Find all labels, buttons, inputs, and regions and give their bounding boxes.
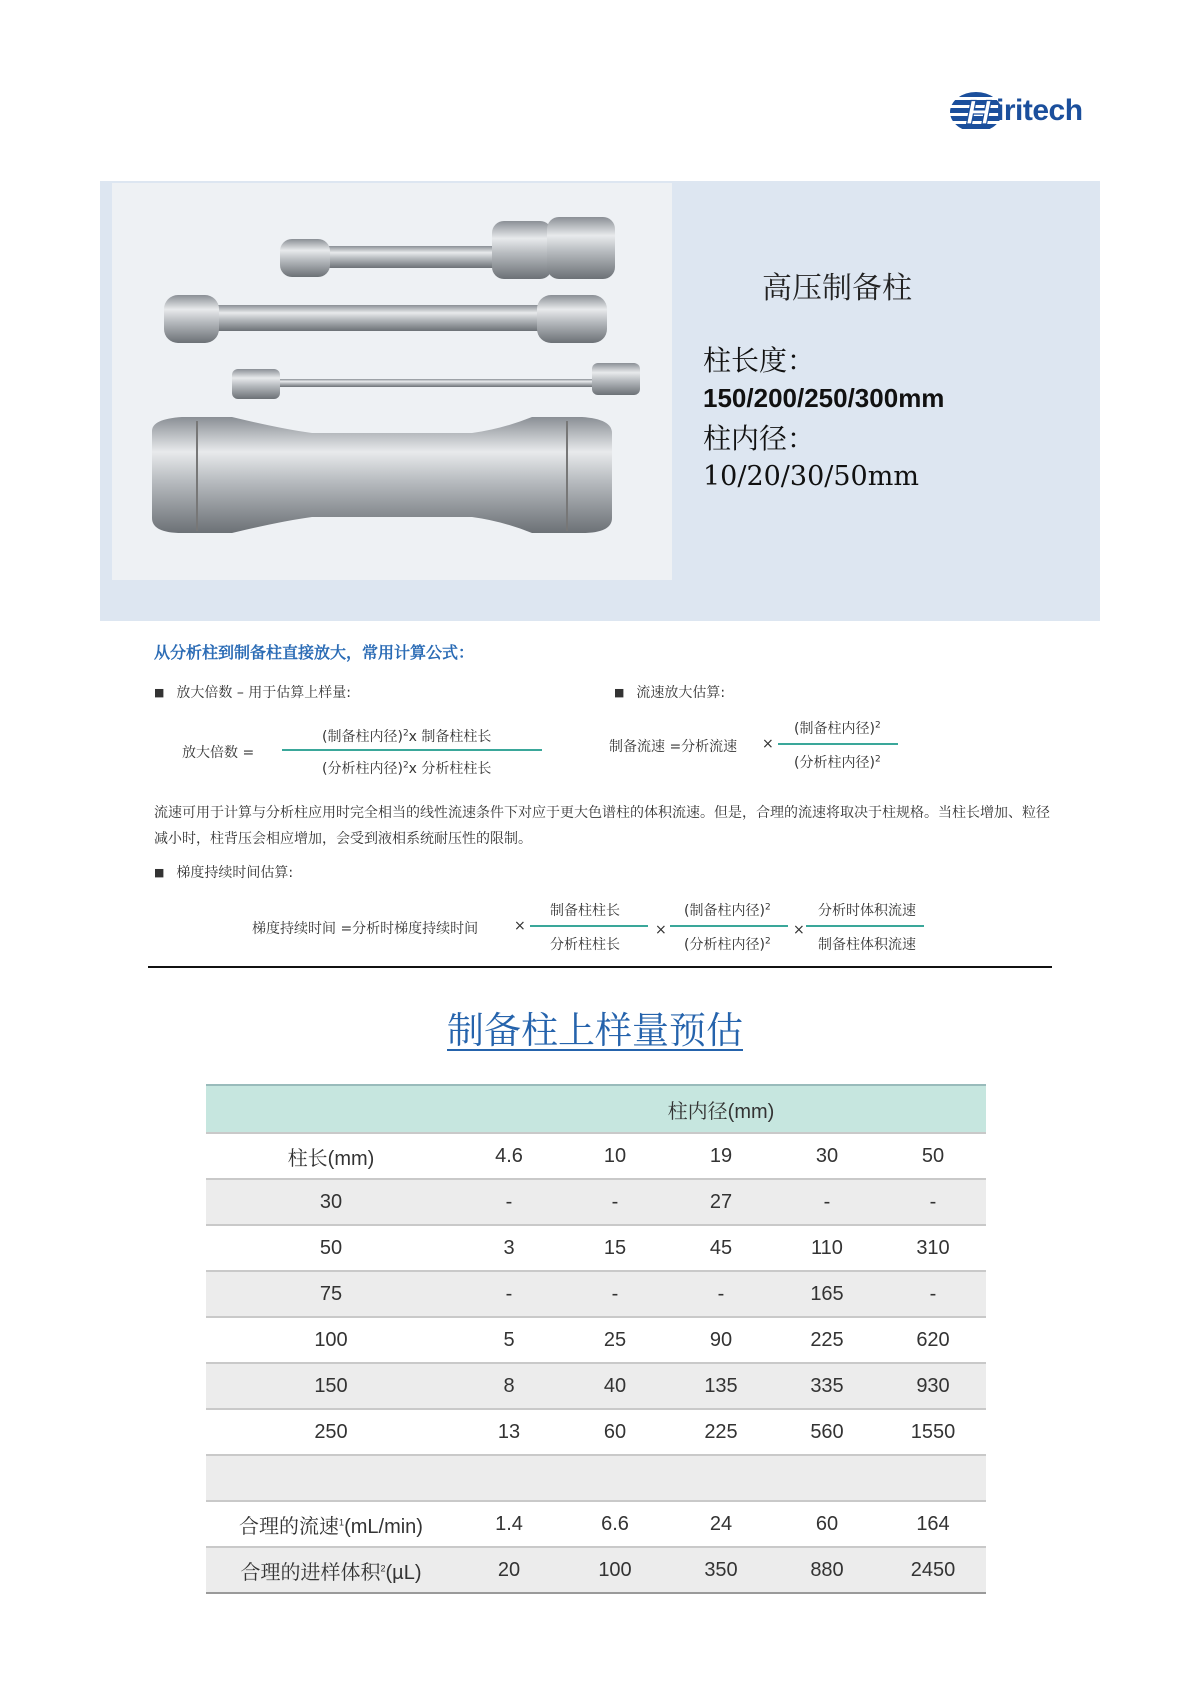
gradient-f3-denominator: 制备柱体积流速 — [818, 937, 916, 953]
flow-times: × — [762, 736, 774, 752]
value-cell: 225 — [810, 1328, 844, 1351]
scale-factor-denominator: (分析柱内径)$^2$x 分析柱柱长 — [322, 760, 492, 777]
value-cell: 25 — [603, 1328, 627, 1351]
section-divider — [148, 966, 1052, 968]
columns-photo — [112, 183, 672, 580]
value-cell: - — [456, 1179, 562, 1225]
gradient-times-3: × — [793, 922, 805, 938]
loading-estimate-table — [206, 1084, 986, 1594]
scale-factor-bar — [282, 749, 542, 751]
value-cell: 225 — [704, 1420, 738, 1443]
length-cell: 50 — [319, 1236, 343, 1259]
value-cell: 15 — [603, 1236, 627, 1259]
injection-volume-label: 合理的进样体积$^2$(µL) — [206, 1547, 456, 1593]
gradient-f1-numerator: 制备柱柱长 — [550, 903, 620, 919]
value-cell: 2450 — [880, 1547, 986, 1593]
scale-factor-lhs: 放大倍数 = — [182, 745, 255, 761]
gradient-f3-numerator: 分析时体积流速 — [818, 903, 916, 919]
value-cell: - — [880, 1179, 986, 1225]
steel-columns-image — [112, 183, 672, 580]
gradient-times-1: × — [514, 918, 526, 934]
brand-logo — [948, 86, 1108, 138]
value-cell: 880 — [774, 1547, 880, 1593]
scale-factor-numerator: (制备柱内径)$^2$x 制备柱柱长 — [322, 728, 492, 745]
value-cell: 60 — [603, 1420, 627, 1443]
value-cell: 930 — [880, 1363, 986, 1409]
value-cell: 310 — [916, 1236, 950, 1259]
table-header-row — [206, 1133, 986, 1179]
value-cell: 350 — [668, 1547, 774, 1593]
diameter-header: 4.6 — [495, 1144, 523, 1167]
value-cell: - — [668, 1271, 774, 1317]
value-cell: 1550 — [910, 1420, 956, 1443]
value-cell: 335 — [774, 1363, 880, 1409]
value-cell: 560 — [810, 1420, 844, 1443]
svg-text:H: H — [966, 94, 991, 132]
flow-explanation: 流速可用于计算与分析柱应用时完全相当的线性流速条件下对应于更大色谱柱的体积流速。但是，合理的流速将取决于柱规格。当柱长增加、粒径减小时，柱背压会相应增加，会受到液相系统耐压性的限制。 — [154, 805, 1050, 847]
scale-factor-bullet: ■ 放大倍数 – 用于估算上样量: — [154, 682, 351, 702]
gradient-f2-bar — [670, 925, 788, 927]
gradient-f3-bar — [806, 925, 924, 927]
table-spacer-row — [206, 1455, 986, 1501]
gradient-f1-bar — [530, 925, 648, 927]
value-cell: 8 — [456, 1363, 562, 1409]
length-value: 150/200/250/300mm — [703, 383, 945, 413]
flow-numerator: (制备柱内径)$^2$ — [794, 720, 881, 737]
value-cell: - — [562, 1271, 668, 1317]
value-cell: 164 — [916, 1512, 950, 1535]
table-row — [206, 1363, 986, 1409]
flow-denominator: (分析柱内径)$^2$ — [794, 754, 881, 771]
value-cell: - — [456, 1271, 562, 1317]
gradient-f2-numerator: (制备柱内径)$^2$ — [684, 902, 771, 919]
length-cell: 100 — [314, 1328, 348, 1351]
value-cell: 20 — [456, 1547, 562, 1593]
value-cell: - — [562, 1179, 668, 1225]
gradient-lhs: 梯度持续时间 =分析时梯度持续时间 — [252, 921, 479, 937]
length-cell: 75 — [206, 1271, 456, 1317]
flow-lhs: 制备流速 =分析流速 — [609, 739, 738, 755]
gradient-f1-denominator: 分析柱柱长 — [550, 937, 620, 953]
table-row — [206, 1409, 986, 1455]
gradient-f2-denominator: (分析柱内径)$^2$ — [684, 936, 771, 953]
gradient-times-2: × — [655, 922, 667, 938]
length-cell: 250 — [314, 1420, 348, 1443]
table-title: 制备柱上样量预估 — [447, 1010, 743, 1051]
table-row — [206, 1179, 986, 1225]
table-row — [206, 1225, 986, 1271]
table-row — [206, 1317, 986, 1363]
value-cell: 135 — [668, 1363, 774, 1409]
value-cell: - — [774, 1179, 880, 1225]
logo-wordmark: iritech — [996, 94, 1083, 127]
formula-heading: 从分析柱到制备柱直接放大，常用计算公式： — [154, 643, 475, 662]
diameter-header: 50 — [921, 1144, 945, 1167]
value-cell: 5 — [503, 1328, 515, 1351]
value-cell: 1.4 — [495, 1512, 523, 1535]
length-cell: 150 — [206, 1363, 456, 1409]
value-cell: 90 — [709, 1328, 733, 1351]
length-label: 柱长度： — [703, 344, 816, 377]
value-cell: - — [880, 1271, 986, 1317]
diameter-header: 30 — [815, 1144, 839, 1167]
value-cell: 45 — [709, 1236, 733, 1259]
diameter-label: 柱内径： — [703, 422, 816, 455]
product-title: 高压制备柱 — [762, 271, 912, 306]
injection-volume-row — [206, 1547, 986, 1593]
value-cell: 165 — [774, 1271, 880, 1317]
value-cell: 40 — [562, 1363, 668, 1409]
value-cell: 620 — [916, 1328, 950, 1351]
gradient-bullet: ■ 梯度持续时间估算: — [154, 862, 293, 882]
value-cell: 13 — [497, 1420, 521, 1443]
length-header: 柱长(mm) — [287, 1147, 375, 1170]
flow-bar — [778, 743, 898, 745]
diameter-header: 10 — [603, 1144, 627, 1167]
table-group-header-row — [206, 1085, 986, 1133]
flow-rate-label: 合理的流速$^1$(mL/min) — [239, 1515, 423, 1538]
value-cell: 100 — [562, 1547, 668, 1593]
value-cell: 110 — [811, 1236, 843, 1259]
product-hero — [100, 181, 1100, 621]
diameter-header: 19 — [709, 1144, 733, 1167]
diameter-value: 10/20/30/50mm — [703, 461, 919, 492]
diameter-group-header: 柱内径(mm) — [456, 1085, 986, 1133]
value-cell: 3 — [503, 1236, 515, 1259]
flow-rate-row — [206, 1501, 986, 1547]
length-cell: 30 — [206, 1179, 456, 1225]
flow-bullet: ■ 流速放大估算: — [614, 682, 725, 702]
value-cell: 60 — [815, 1512, 839, 1535]
value-cell: 27 — [668, 1179, 774, 1225]
value-cell: 6.6 — [601, 1512, 629, 1535]
value-cell: 24 — [709, 1512, 733, 1535]
table-row — [206, 1271, 986, 1317]
